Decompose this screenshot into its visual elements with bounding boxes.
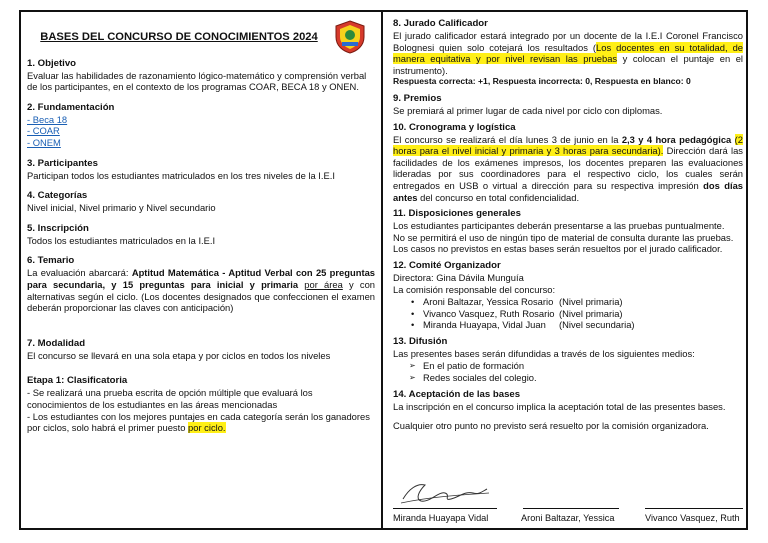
section-cronograma [393,122,743,204]
heading-cronograma: 10. Cronograma y logística [393,121,516,133]
temario-bold: Aptitud Matemática - Aptitud Verbal con 25 preguntas para secundaria, y 15 preguntas para inicial y primaria [27,267,376,290]
signature-block [393,473,743,523]
comite-member [423,296,743,308]
signature-name: Vivanco Vasquez, Ruth [645,513,740,523]
text-difusion-intro: Las presentes bases serán difundidas a través de los siguientes medios: [393,347,695,359]
left-column [27,18,375,443]
heading-objetivo: 1. Objetivo [27,57,77,69]
link-coar[interactable]: - COAR [27,125,60,137]
section-inscripcion [27,223,375,247]
member-name: Vivanco Vasquez, Ruth Rosario [423,307,555,319]
signature-line [645,508,743,509]
jurado-text1: El jurado calificador estará integrado por un docente de la I.E.I Coronel Francisco Bolognesi quien solo cotejará los resultados ( [393,30,743,53]
temario-underline: por área [304,278,343,290]
cronograma-bold2: dos días antes [393,179,743,203]
etapa-highlight: por ciclo. [188,422,226,434]
comite-member [423,308,743,320]
text-temario [27,267,375,313]
signature-line [393,508,497,509]
text-disposiciones-1: Los estudiantes participantes deberán presentarse a las pruebas puntualmente. [393,220,725,232]
member-level: (Nivel secundaria) [559,319,635,331]
document-title: BASES DEL CONCURSO DE CONOCIMIENTOS 2024 [40,31,318,43]
difusion-item: ➢ En el patio de formación [423,360,743,372]
jurado-highlight: Los docentes en su totalidad, de manera equitativa y por nivel revisan las pruebas [393,41,744,65]
comite-list [393,296,743,331]
member-level: (Nivel primaria) [559,296,623,308]
section-fundamentacion [27,102,375,149]
section-etapa [27,375,375,433]
text-scoring: Respuesta correcta: +1, Respuesta incorrecta: 0, Respuesta en blanco: 0 [393,76,691,87]
temario-intro: La evaluación abarcará: [27,267,132,279]
member-name: Aroni Baltazar, Yessica Rosario [423,296,554,308]
text-inscripcion: Todos los estudiantes matriculados en la I.E.I [27,234,216,246]
signature-line [523,508,619,509]
column-divider [381,12,383,528]
section-objetivo [27,58,375,93]
text-etapa-line2 [27,411,375,434]
difusion-list [393,360,743,383]
right-column [393,18,744,523]
signature-name: Miranda Huayapa Vidal [393,513,489,523]
difusion-item: ➢ Redes sociales del colegio. [423,372,743,384]
cronograma-highlight: (2 horas para el nivel inicial y primaria y 3 horas para secundaria). [393,133,743,157]
section-comite [393,260,743,331]
section-categorias [27,190,375,214]
cronograma-text4: del concurso en total confidencialidad. [417,191,580,203]
section-difusion [393,336,743,384]
text-disposiciones-2: No se permitirá el uso de ningún tipo de material de consulta durante las pruebas. [393,231,734,243]
text-premios: Se premiará al primer lugar de cada nivel por ciclo con diplomas. [393,104,663,116]
cronograma-bold1: 2,3 y 4 hora pedagógica [621,133,732,145]
text-disposiciones-3: Los casos no previstos en estas bases serán resueltos por el jurado calificador. [393,243,723,255]
text-participantes: Participan todos los estudiantes matriculados en los tres niveles de la I.E.I [27,169,335,181]
cronograma-text3: Dirección dará las facilidades de los exámenes impresos, los docentes preparen las evaluaciones lideradas por sus coordinadores para el respectivo ciclo, los cuales serán entregados en USB o virtual a dirección para su respectiva impresión [393,145,743,191]
jurado-text2: y colocan el puntaje en el instrumento). [393,53,743,76]
handwritten-signature [399,479,491,507]
heading-etapa: Etapa 1: Clasificatoria [27,375,128,387]
section-jurado [393,18,743,88]
signature-name: Aroni Baltazar, Yessica [521,513,615,523]
section-modalidad [27,338,375,362]
text-comision-intro: La comisión responsable del concurso: [393,283,556,295]
school-crest-icon [333,20,367,54]
heading-inscripcion: 5. Inscripción [27,222,89,234]
text-categorias: Nivel inicial, Nivel primario y Nivel secundario [27,202,216,214]
section-temario [27,255,375,313]
section-aceptacion [393,389,743,413]
heading-modalidad: 7. Modalidad [27,337,86,349]
section-premios [393,93,743,117]
heading-comite: 12. Comité Organizador [393,259,501,271]
document-page [19,10,748,530]
heading-jurado: 8. Jurado Calificador [393,18,488,29]
text-modalidad: El concurso se llevará en una sola etapa y por ciclos en todos los niveles [27,349,331,361]
etapa-line2-text: - Los estudiantes con los mejores puntajes en cada categoría serán los ganadores por ciclos, solo habrá el primer puesto [27,410,370,434]
heading-premios: 9. Premios [393,92,442,104]
heading-participantes: 3. Participantes [27,157,98,169]
cronograma-text1: El concurso se realizará el día lunes 3 de junio en la [393,133,622,145]
text-directora: Directora: Gina Dávila Munguía [393,271,524,283]
section-disposiciones [393,208,743,255]
heading-difusion: 13. Difusión [393,335,448,347]
text-aceptacion: La inscripción en el concurso implica la aceptación total de las presentes bases. [393,400,726,412]
heading-categorias: 4. Categorías [27,190,88,202]
text-jurado [393,30,743,76]
temario-rest: y con alternativas según el ciclo. (Los docentes designados que confeccionen el examen deberán proporcionar las claves con anticipación) [27,278,376,314]
text-etapa-line1: - Se realizará una prueba escrita de opción múltiple que evaluará los conocimientos de los estudiantes en las áreas mencionadas [27,387,313,410]
text-objetivo: Evaluar las habilidades de razonamiento lógico-matemático y comprensión verbal de los participantes, en el contexto de los programas COAR, BECA 18 y ONEN. [27,69,367,93]
member-level: (Nivel primaria) [559,307,623,319]
link-beca-18[interactable]: - Beca 18 [27,113,68,125]
heading-aceptacion: 14. Aceptación de las bases [393,388,521,400]
link-onem[interactable]: - ONEM [27,136,61,148]
comite-member [423,319,743,331]
text-otro-punto: Cualquier otro punto no previsto será resuelto por la comisión organizadora. [393,420,709,432]
text-cronograma [393,134,743,204]
section-participantes [27,158,375,182]
member-name: Miranda Huayapa, Vidal Juan [423,319,546,331]
heading-fundamentacion: 2. Fundamentación [27,101,115,113]
heading-disposiciones: 11. Disposiciones generales [393,208,521,220]
heading-temario: 6. Temario [27,255,75,267]
